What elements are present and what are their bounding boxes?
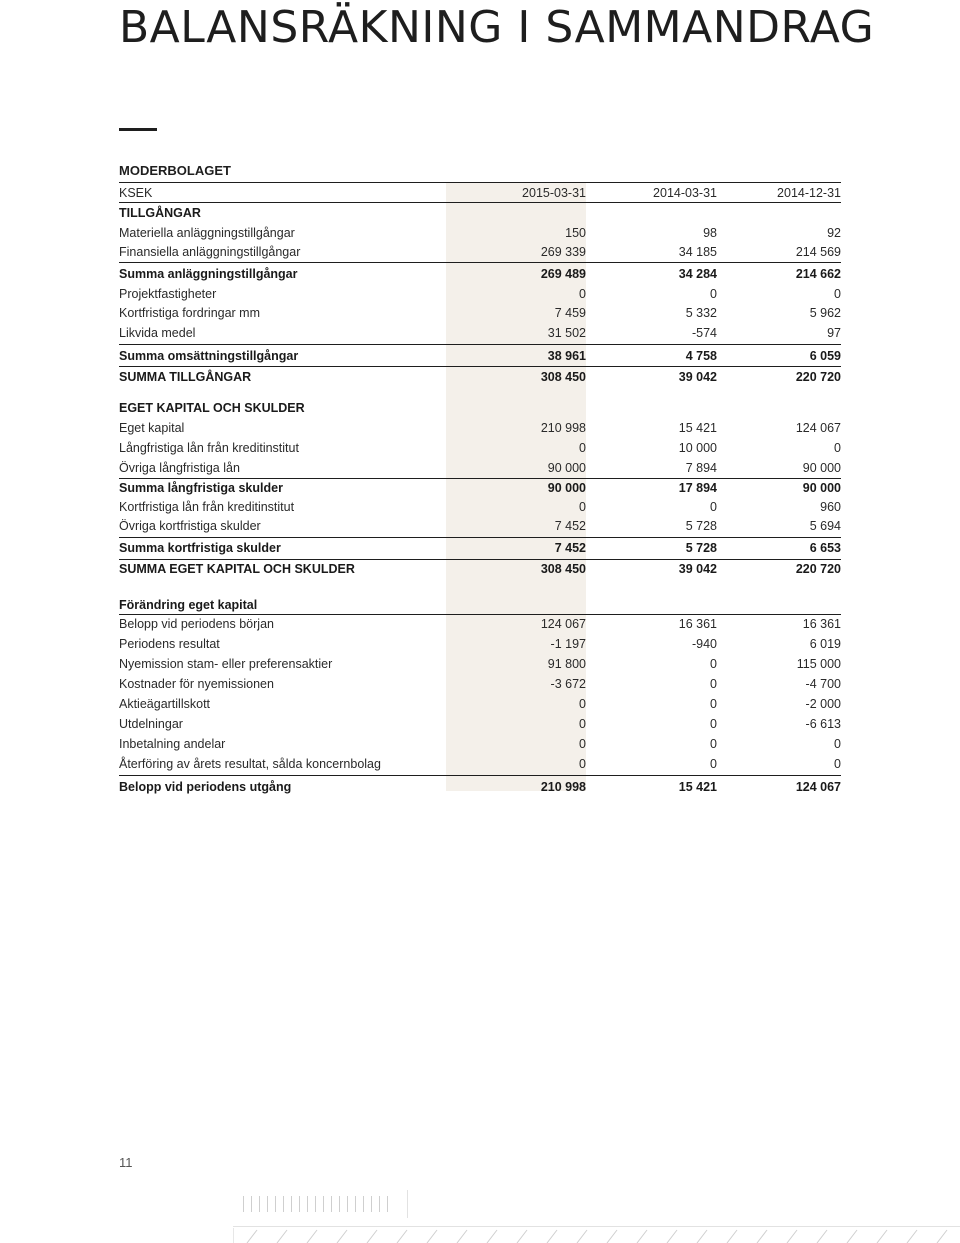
table-row	[119, 714, 841, 734]
unit-label: KSEK	[119, 183, 446, 203]
row-label: Summa anläggningstillgångar	[119, 266, 298, 281]
table-row	[119, 614, 841, 634]
value-2014: 5 332	[685, 305, 717, 320]
assets-table	[119, 202, 841, 387]
table-row	[119, 734, 841, 754]
value-2014-12: 16 361	[717, 614, 841, 634]
header-table	[119, 182, 841, 203]
value-2014-12: 0	[834, 737, 841, 751]
row-label: Belopp vid periodens utgång	[119, 779, 292, 794]
section-heading-row	[119, 596, 841, 614]
value-2014: 34 185	[586, 243, 717, 263]
row-label: Kostnader för nyemissionen	[119, 677, 274, 691]
equity-liabilities-table	[119, 398, 841, 579]
value-2014-12: 6 059	[717, 345, 841, 367]
row-label: Periodens resultat	[119, 637, 220, 651]
table-row	[119, 498, 841, 515]
value-2014-12: 960	[820, 499, 841, 514]
value-2014: 39 042	[678, 369, 717, 384]
value-2014-12: 115 000	[796, 657, 841, 671]
value-2014-12: 220 720	[795, 369, 841, 384]
row-label: Belopp vid periodens början	[119, 614, 446, 634]
row-label: SUMMA EGET KAPITAL OCH SKULDER	[119, 562, 355, 577]
total-row	[119, 559, 841, 579]
value-2014: 34 284	[678, 266, 717, 281]
value-2015: -3 672	[550, 677, 586, 691]
subtotal-row	[119, 345, 841, 367]
footer-divider	[407, 1190, 408, 1218]
row-label: Återföring av årets resultat, sålda koncernbolag	[119, 754, 446, 775]
equity-changes-table	[119, 596, 841, 798]
subtotal-row	[119, 478, 841, 498]
value-2015: 0	[579, 717, 586, 731]
value-2014: 0	[710, 717, 717, 731]
value-2014-12: -6 613	[805, 717, 841, 731]
value-2015: 0	[579, 499, 586, 514]
value-2014: 0	[586, 754, 717, 775]
value-2015: 0	[579, 441, 586, 455]
value-2014-12: 0	[717, 754, 841, 775]
value-2014: -940	[691, 637, 717, 651]
row-label: Nyemission stam- eller preferensaktier	[119, 657, 333, 671]
value-2014-12: 0	[834, 441, 841, 455]
value-2014-12: 97	[717, 323, 841, 345]
table-row	[119, 303, 841, 323]
row-label: Materiella anläggningstillgångar	[119, 225, 295, 240]
footer-slash-pattern	[233, 1228, 960, 1243]
column-header-2014-12-31: 2014-12-31	[717, 183, 841, 203]
value-2015: 7 452	[446, 537, 586, 559]
value-2014: 15 421	[678, 779, 717, 794]
value-2014-12: 5 962	[809, 305, 841, 320]
section-heading-row	[119, 398, 841, 418]
value-2015: 0	[579, 737, 586, 751]
value-2014: 39 042	[678, 562, 717, 577]
value-2014: 0	[710, 697, 717, 711]
value-2014-12: 124 067	[795, 779, 841, 794]
value-2014-12: 0	[834, 286, 841, 301]
value-2014: 16 361	[586, 614, 717, 634]
table-row	[119, 654, 841, 674]
row-label: Aktieägartillskott	[119, 697, 211, 711]
value-2014: 4 758	[586, 345, 717, 367]
table-row	[119, 754, 841, 775]
table-row	[119, 223, 841, 243]
value-2014-12: 124 067	[795, 421, 841, 435]
table-row	[119, 438, 841, 458]
row-label: Likvida medel	[119, 323, 446, 345]
value-2015: 269 339	[446, 243, 586, 263]
value-2014: 0	[710, 657, 717, 671]
value-2014-12: -2 000	[805, 697, 841, 711]
value-2014-12: 90 000	[717, 458, 841, 478]
value-2014-12: 6 019	[809, 637, 841, 651]
row-label: Eget kapital	[119, 421, 185, 435]
value-2014: 10 000	[678, 441, 717, 455]
row-label: Övriga långfristiga lån	[119, 458, 446, 478]
row-label: Kortfristiga lån från kreditinstitut	[119, 499, 295, 514]
value-2014-12: -4 700	[805, 677, 841, 691]
total-row	[119, 367, 841, 387]
value-2014: 98	[703, 225, 717, 240]
column-header-2015-03-31: 2015-03-31	[446, 183, 586, 203]
row-label: Summa omsättningstillgångar	[119, 345, 446, 367]
table-row	[119, 458, 841, 478]
value-2015: 90 000	[547, 481, 586, 496]
row-label: EGET KAPITAL OCH SKULDER	[119, 401, 305, 415]
row-label: Långfristiga lån från kreditinstitut	[119, 441, 299, 455]
table-row	[119, 418, 841, 438]
table-row	[119, 694, 841, 714]
value-2014: 0	[710, 677, 717, 691]
value-2014-12: 214 662	[795, 266, 841, 281]
subtotal-row	[119, 263, 841, 285]
row-label: Projektfastigheter	[119, 286, 217, 301]
row-label: Finansiella anläggningstillgångar	[119, 243, 446, 263]
value-2015: 38 961	[446, 345, 586, 367]
column-header-2014-03-31: 2014-03-31	[586, 183, 717, 203]
value-2015: 7 459	[554, 305, 586, 320]
row-label: Summa kortfristiga skulder	[119, 537, 446, 559]
table-row	[119, 323, 841, 345]
value-2015: 0	[579, 286, 586, 301]
value-2014-12: 6 653	[717, 537, 841, 559]
value-2014-12: 92	[827, 225, 841, 240]
table-row	[119, 243, 841, 263]
value-2014-12: 5 694	[717, 515, 841, 537]
value-2014-12: 90 000	[802, 481, 841, 496]
value-2014: 15 421	[678, 421, 717, 435]
subtotal-row	[119, 537, 841, 559]
page-title: BALANSRÄKNING I SAMMANDRAG	[119, 2, 875, 53]
value-2015: 124 067	[446, 614, 586, 634]
value-2015: 210 998	[540, 779, 586, 794]
value-2015: 308 450	[540, 369, 586, 384]
value-2015: -1 197	[550, 637, 586, 651]
row-label: Summa långfristiga skulder	[119, 481, 283, 496]
value-2015: 0	[579, 697, 586, 711]
value-2014-12: 214 569	[717, 243, 841, 263]
total-row	[119, 775, 841, 798]
table-row	[119, 634, 841, 654]
footer-tick-marks	[243, 1196, 398, 1212]
value-2014-12: 220 720	[795, 562, 841, 577]
value-2015: 7 452	[446, 515, 586, 537]
row-label: Övriga kortfristiga skulder	[119, 515, 446, 537]
value-2014: 0	[710, 286, 717, 301]
value-2014: 17 894	[678, 481, 717, 496]
value-2015: 269 489	[540, 266, 586, 281]
section-heading-row	[119, 203, 841, 223]
value-2014: 0	[710, 737, 717, 751]
title-rule	[119, 128, 157, 131]
value-2014: 5 728	[586, 537, 717, 559]
value-2014: 7 894	[586, 458, 717, 478]
value-2015: 150	[565, 225, 586, 240]
value-2015: 31 502	[446, 323, 586, 345]
row-label: Inbetalning andelar	[119, 737, 226, 751]
value-2015: 308 450	[540, 562, 586, 577]
value-2014: 5 728	[586, 515, 717, 537]
table-row	[119, 285, 841, 303]
page-number: 11	[119, 1155, 133, 1170]
row-label: Kortfristiga fordringar mm	[119, 305, 261, 320]
value-2015: 90 000	[446, 458, 586, 478]
value-2014: -574	[586, 323, 717, 345]
table-row	[119, 674, 841, 694]
column-header-row	[119, 183, 841, 203]
value-2015: 91 800	[547, 657, 586, 671]
value-2015: 0	[446, 754, 586, 775]
row-label: Utdelningar	[119, 717, 183, 731]
row-label: TILLGÅNGAR	[119, 203, 446, 223]
value-2015: 210 998	[540, 421, 586, 435]
footer-rule	[233, 1226, 960, 1227]
company-heading: MODERBOLAGET	[119, 163, 231, 178]
table-row	[119, 515, 841, 537]
row-label: Förändring eget kapital	[119, 597, 258, 612]
value-2014: 0	[710, 499, 717, 514]
row-label: SUMMA TILLGÅNGAR	[119, 369, 252, 384]
